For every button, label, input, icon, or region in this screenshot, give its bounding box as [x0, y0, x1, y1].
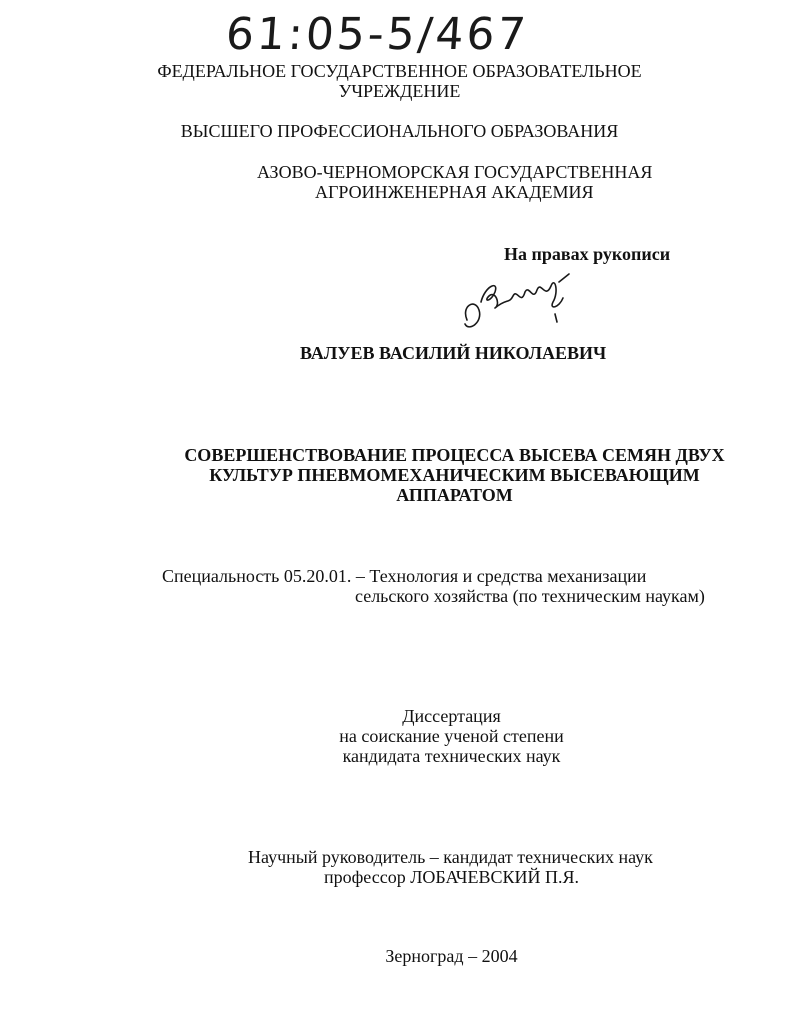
degree-line-2: кандидата технических наук [342, 746, 561, 766]
academy-line-1: АЗОВО-ЧЕРНОМОРСКАЯ ГОСУДАРСТВЕННАЯ [257, 162, 653, 182]
manuscript-rights: На правах рукописи [504, 244, 671, 264]
header-line-1: ФЕДЕРАЛЬНОЕ ГОСУДАРСТВЕННОЕ ОБРАЗОВАТЕЛЬНОЕ [157, 61, 642, 81]
title-line-3: АППАРАТОМ [396, 485, 513, 505]
city-year: Зерноград – 2004 [385, 946, 518, 966]
supervisor-line-1: Научный руководитель – кандидат технических наук [248, 847, 653, 867]
header-line-3: ВЫСШЕГО ПРОФЕССИОНАЛЬНОГО ОБРАЗОВАНИЯ [180, 121, 619, 141]
handwritten-archive-number: 61:05-5/467 [224, 9, 531, 60]
specialty-line-2: сельского хозяйства (по техническим наукам) [355, 586, 705, 606]
degree-line-1: на соискание ученой степени [339, 726, 564, 746]
author-signature [455, 262, 585, 342]
dissertation-label: Диссертация [402, 706, 501, 726]
header-line-2: УЧРЕЖДЕНИЕ [338, 81, 461, 101]
title-line-2: КУЛЬТУР ПНЕВМОМЕХАНИЧЕСКИМ ВЫСЕВАЮЩИМ [209, 465, 700, 485]
supervisor-line-2: профессор ЛОБАЧЕВСКИЙ П.Я. [324, 867, 579, 887]
specialty-line-1: Специальность 05.20.01. – Технология и средства механизации [162, 566, 647, 586]
academy-line-2: АГРОИНЖЕНЕРНАЯ АКАДЕМИЯ [315, 182, 594, 202]
title-line-1: СОВЕРШЕНСТВОВАНИЕ ПРОЦЕССА ВЫСЕВА СЕМЯН ДВУХ [184, 445, 725, 465]
author-name: ВАЛУЕВ ВАСИЛИЙ НИКОЛАЕВИЧ [300, 343, 607, 363]
